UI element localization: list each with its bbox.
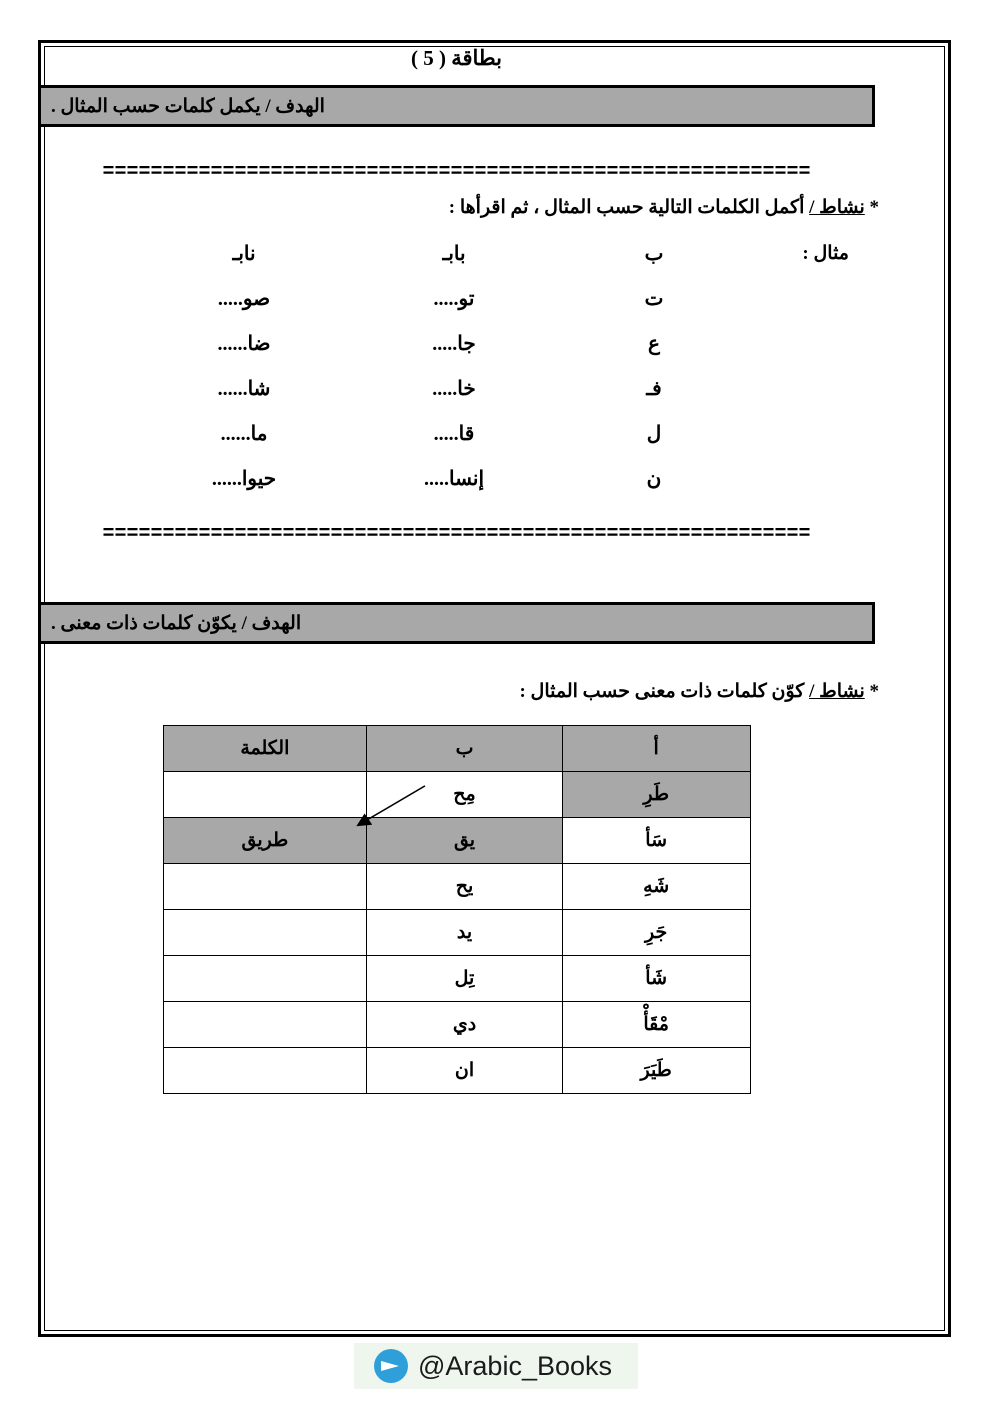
activity-1-bullet: * [864, 197, 879, 218]
activity-1-text: أكمل الكلمات التالية حسب المثال ، ثم اقرأها : [448, 197, 810, 218]
activity-2-bullet: * [864, 681, 879, 702]
row-letter: فـ [646, 378, 662, 400]
cell-b: يق [367, 818, 563, 864]
row-end-word: ضا...... [217, 333, 271, 355]
row-letter: ل [646, 423, 662, 445]
words-row [34, 411, 879, 456]
watermark-handle: @Arabic_Books [418, 1350, 612, 1381]
cell-a: سَأ [562, 818, 750, 864]
watermark-badge [354, 1343, 638, 1389]
cell-b: تِل [367, 956, 563, 1002]
table-row [163, 864, 750, 910]
table-row [163, 1048, 750, 1094]
cell-b: ان [367, 1048, 563, 1094]
cell-word[interactable] [163, 864, 367, 910]
table-row [163, 910, 750, 956]
row-letter: ن [646, 468, 662, 490]
words-row [34, 321, 879, 366]
cell-b: دي [367, 1002, 563, 1048]
cell-a: طَيَرَ [562, 1048, 750, 1094]
cell-word[interactable] [163, 910, 367, 956]
activity-1-label: نشاط / [809, 197, 865, 218]
cell-word[interactable]: طريق [163, 818, 367, 864]
words-row [34, 456, 879, 501]
table-row [163, 956, 750, 1002]
row-middle-word: إنسا..... [423, 468, 485, 490]
goal-bar-2 [38, 602, 875, 644]
separator-line-1: =========================================================== [102, 161, 811, 184]
page-title: بطاقة ( 5 ) [410, 46, 502, 70]
words-row [34, 366, 879, 411]
cell-a: طَرِ [562, 772, 750, 818]
row-middle-word: تو..... [433, 288, 475, 310]
row-middle-word: بابـ [442, 243, 466, 265]
table-header-a: أ [562, 726, 750, 772]
row-letter: ب [644, 243, 664, 265]
row-middle-word: قا..... [433, 423, 475, 445]
cell-b: مِح [367, 772, 563, 818]
words-completion-grid [34, 231, 879, 501]
words-row [34, 276, 879, 321]
telegram-icon [374, 1349, 408, 1383]
goal-bar-1 [38, 85, 875, 127]
cell-a: مْقَأْ [562, 1002, 750, 1048]
cell-word[interactable] [163, 956, 367, 1002]
compose-table-wrapper [34, 725, 879, 1094]
cell-a: جَرِ [562, 910, 750, 956]
activity-2-heading [34, 680, 879, 703]
cell-a: شَهِ [562, 864, 750, 910]
table-row [163, 772, 750, 818]
goal-2-text: الهدف / يكوّن كلمات ذات معنى . [51, 612, 302, 634]
row-middle-word: جا..... [432, 333, 476, 355]
words-row [34, 231, 879, 276]
separator-line-2: =========================================================== [102, 523, 811, 546]
activity-2-label: نشاط / [809, 681, 865, 702]
table-row [163, 818, 750, 864]
activity-2-text: كوّن كلمات ذات معنى حسب المثال : [519, 681, 810, 702]
row-label: مثال : [802, 243, 849, 264]
row-end-word: حيوا...... [211, 468, 277, 490]
cell-b: يد [367, 910, 563, 956]
row-end-word: نابـ [232, 243, 256, 265]
cell-b: يح [367, 864, 563, 910]
table-row [163, 1002, 750, 1048]
cell-word[interactable] [163, 772, 367, 818]
compose-table [163, 725, 751, 1094]
row-end-word: شا...... [217, 378, 271, 400]
table-header-b: ب [367, 726, 563, 772]
row-letter: ع [648, 333, 660, 355]
activity-1-heading [34, 196, 879, 219]
row-middle-word: خا..... [432, 378, 476, 400]
table-header-word: الكلمة [163, 726, 367, 772]
row-end-word: صو.....‏ [217, 288, 271, 310]
row-end-word: ما...... [220, 423, 268, 445]
row-letter: ت [644, 288, 664, 310]
cell-word[interactable] [163, 1048, 367, 1094]
table-header-row [163, 726, 750, 772]
cell-word[interactable] [163, 1002, 367, 1048]
cell-a: شَأ [562, 956, 750, 1002]
goal-1-text: الهدف / يكمل كلمات حسب المثال . [51, 95, 325, 117]
